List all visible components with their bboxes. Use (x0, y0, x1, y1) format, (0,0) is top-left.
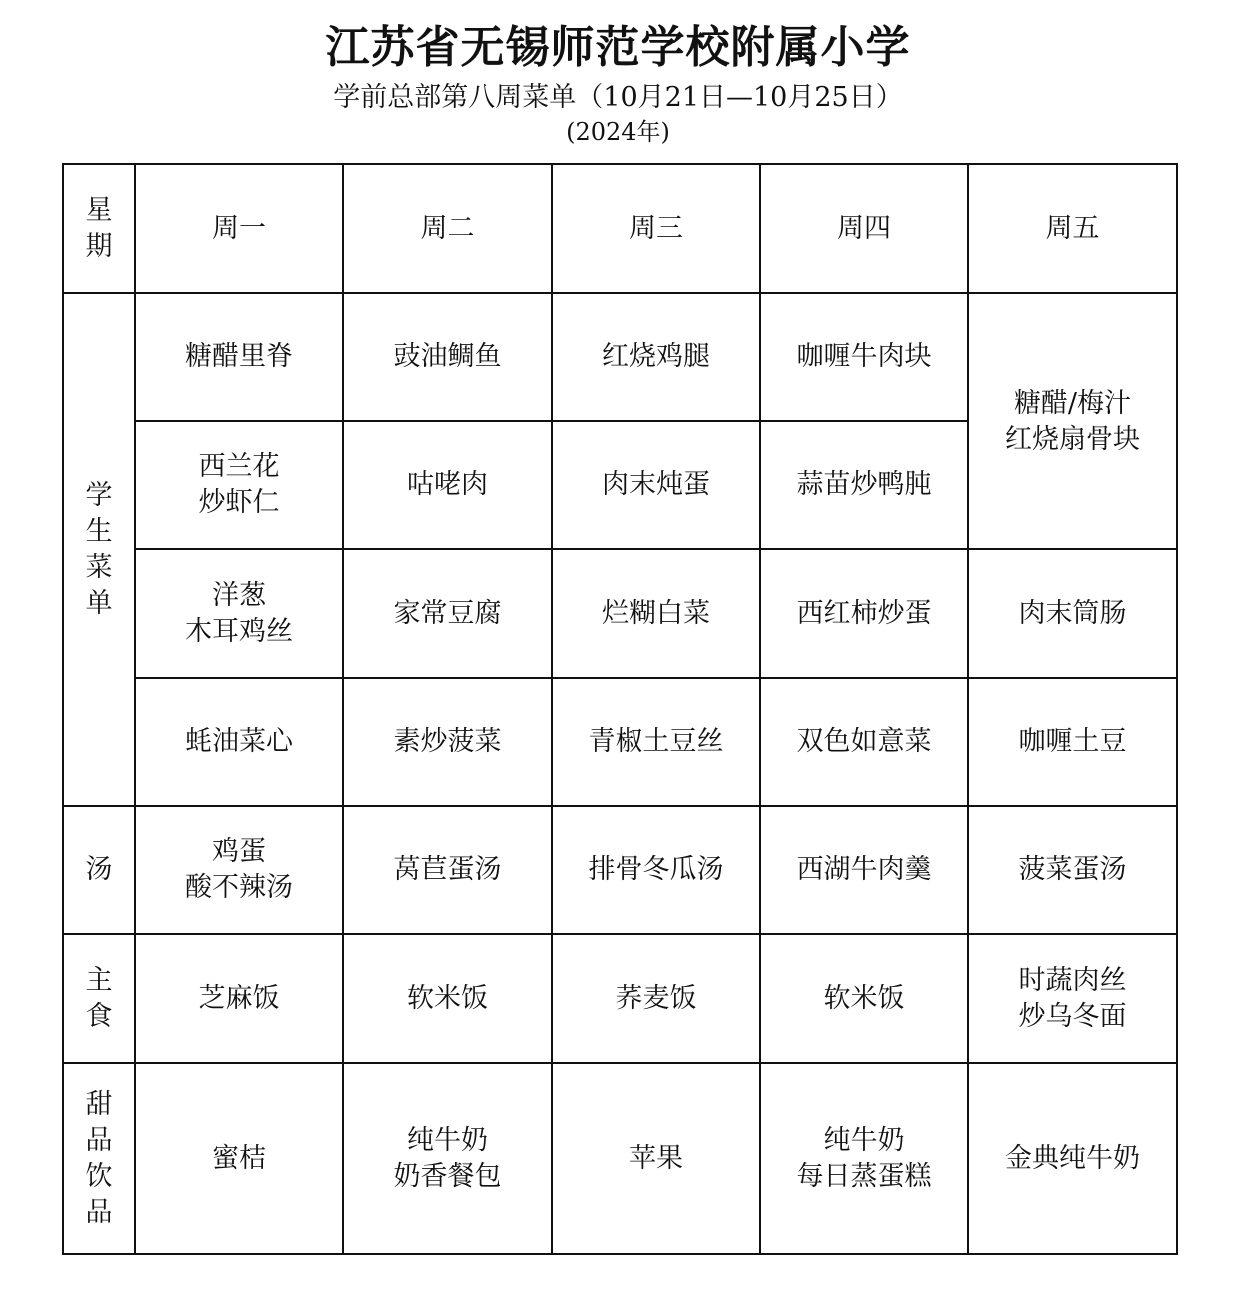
menu-cell-fri-merged (968, 293, 1177, 549)
menu-cell: 西湖牛肉羹 (760, 806, 968, 934)
section-label-cell (63, 806, 135, 934)
menu-cell-line: 西兰花 (198, 451, 280, 482)
menu-cell: 红烧鸡腿 (552, 293, 760, 421)
student-menu-row-4 (63, 678, 1177, 806)
menu-cell (968, 934, 1177, 1063)
menu-cell: 软米饭 (343, 934, 552, 1063)
school-title: 江苏省无锡师范学校附属小学 (325, 22, 911, 73)
section-label-soup: 汤 (85, 854, 113, 885)
menu-cell (343, 1063, 552, 1254)
student-menu-row-1 (63, 293, 1177, 421)
soup-row (63, 806, 1177, 934)
day-header-wed: 周三 (552, 164, 760, 293)
corner-label: 星期 (85, 194, 113, 262)
menu-year: (2024年) (566, 118, 670, 146)
menu-cell: 素炒菠菜 (343, 678, 552, 806)
menu-cell (135, 421, 343, 549)
menu-cell: 西红柿炒蛋 (760, 549, 968, 678)
header-row (63, 164, 1177, 293)
section-label-cell (63, 934, 135, 1063)
menu-cell-line: 每日蒸蛋糕 (796, 1160, 932, 1192)
menu-cell (135, 806, 343, 934)
menu-cell: 咖喱牛肉块 (760, 293, 968, 421)
day-header-fri: 周五 (968, 164, 1177, 293)
menu-cell: 糖醋里脊 (135, 293, 343, 421)
menu-cell: 烂糊白菜 (552, 549, 760, 678)
menu-cell-line: 酸不辣汤 (185, 872, 293, 903)
menu-cell: 蚝油菜心 (135, 678, 343, 806)
menu-cell-line: 糖醋/梅汁 (1013, 388, 1132, 419)
menu-cell: 莴苣蛋汤 (343, 806, 552, 934)
menu-cell: 咖喱土豆 (968, 678, 1177, 806)
section-label-cell (63, 1063, 135, 1254)
menu-cell: 肉末炖蛋 (552, 421, 760, 549)
section-label-student-menu: 学生菜单 (85, 479, 113, 619)
staple-row (63, 934, 1177, 1063)
menu-cell: 排骨冬瓜汤 (552, 806, 760, 934)
menu-cell: 肉末筒肠 (968, 549, 1177, 678)
day-header-mon: 周一 (135, 164, 343, 293)
dessert-row (63, 1063, 1177, 1254)
menu-cell-line: 木耳鸡丝 (185, 615, 293, 647)
menu-subtitle: 学前总部第八周菜单（10月21日—10月25日） (333, 82, 903, 113)
student-menu-row-3 (63, 549, 1177, 678)
menu-cell: 蜜桔 (135, 1063, 343, 1254)
menu-cell (760, 1063, 968, 1254)
day-header-tue: 周二 (343, 164, 552, 293)
menu-cell: 豉油鲷鱼 (343, 293, 552, 421)
menu-cell (135, 549, 343, 678)
menu-cell-line: 鸡蛋 (212, 836, 266, 867)
menu-cell: 蒜苗炒鸭肫 (760, 421, 968, 549)
menu-cell-line: 奶香餐包 (393, 1160, 502, 1192)
menu-cell: 金典纯牛奶 (968, 1063, 1177, 1254)
section-label-dessert: 甜品饮品 (85, 1088, 113, 1228)
menu-cell: 菠菜蛋汤 (968, 806, 1177, 934)
menu-cell-line: 红烧扇骨块 (1005, 424, 1140, 455)
menu-cell: 家常豆腐 (343, 549, 552, 678)
corner-label-cell (63, 164, 135, 293)
menu-cell: 苹果 (552, 1063, 760, 1254)
day-header-thu: 周四 (760, 164, 968, 293)
weekly-menu-table (62, 163, 1178, 1255)
menu-cell: 青椒土豆丝 (552, 678, 760, 806)
section-label-cell (63, 293, 135, 806)
menu-cell: 芝麻饭 (135, 934, 343, 1063)
menu-cell: 咕咾肉 (343, 421, 552, 549)
menu-cell: 双色如意菜 (760, 678, 968, 806)
menu-cell: 荞麦饭 (552, 934, 760, 1063)
menu-cell-line: 纯牛奶 (823, 1124, 905, 1156)
section-label-staple: 主食 (85, 964, 113, 1032)
menu-cell: 软米饭 (760, 934, 968, 1063)
menu-cell-line: 洋葱 (212, 579, 266, 611)
menu-cell-line: 炒乌冬面 (1018, 1000, 1127, 1032)
menu-cell-line: 炒虾仁 (198, 487, 280, 518)
menu-cell-line: 纯牛奶 (407, 1124, 488, 1156)
menu-cell-line: 时蔬肉丝 (1018, 964, 1127, 996)
